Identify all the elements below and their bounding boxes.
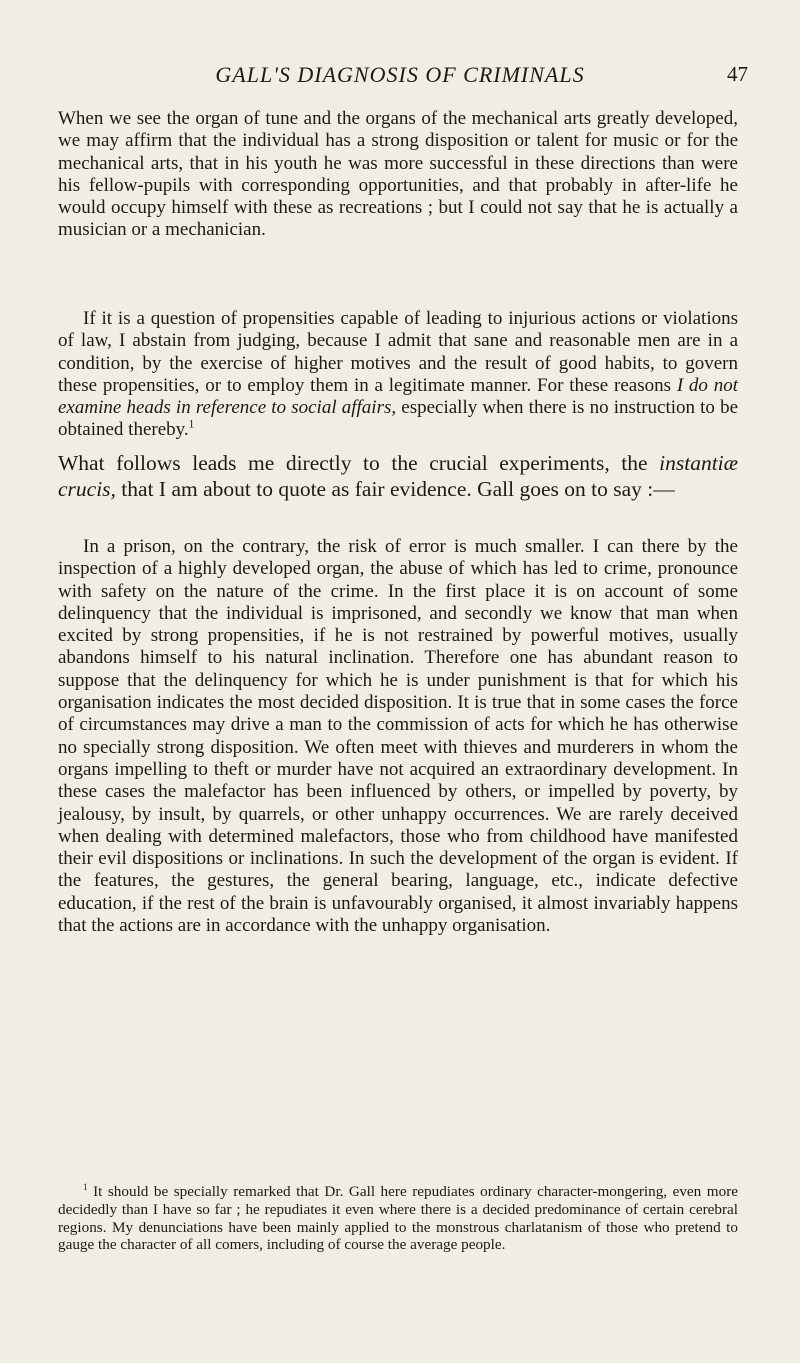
running-head: GALL'S DIAGNOSIS OF CRIMINALS: [215, 62, 585, 87]
paragraph-3-italic: instantiæ crucis,: [58, 451, 738, 502]
quoted-passage: [58, 536, 738, 937]
paragraph-2-after: especially when there is no instruction to be obtained thereby.: [58, 397, 739, 441]
paragraph-1-text: When we see the organ of tune and the organs of the mechanical arts greatly developed, we may affirm that the individual has a strong disposition or talent for music or for the mechanical arts, that in his youth he was more successful in these directions than were his fellow-pupils with corresponding opportunities, and that probably in after-life he would occupy himself with these as recreations ; but I could not say that he is actually a musician or a mechanician.: [58, 108, 738, 241]
page-number: 47: [727, 62, 748, 86]
paragraph-2-italic: I do not examine heads in reference to social affairs,: [58, 374, 739, 419]
footnote-mark: 1: [83, 1181, 88, 1192]
footnote: [58, 1183, 738, 1254]
footnote-reference: 1: [188, 419, 195, 432]
paragraph-2-before: If it is a question of propensities capable of leading to injurious actions or violations of law, I abstain from judging, because I admit that sane and reasonable men are in a condition, by the exercise of higher motives and the result of good habits, to govern these propensities, or to employ them in a legitimate manner. For these reasons: [58, 308, 738, 396]
paragraph-3-after: that I am about to quote as fair evidence. Gall goes on to say :—: [115, 477, 675, 502]
paragraph-1: [58, 108, 738, 242]
quoted-passage-text: In a prison, on the contrary, the risk of error is much smaller. I can there by the inspection of a highly developed organ, the abuse of which has led to crime, pronounce with safety on the nature of the crime. In the first place it is on account of some delinquency that the individual is imprisoned, and secondly we know that man when excited by strong propensities, if he is not restrained by powerful motives, usually abandons himself to his natural inclination. Therefore one has abundant reason to suppose that the delinquency for which he is under punishment is that for which his organisation indicates the most decided disposition. It is true that in some cases the force of circumstances may drive a man to the commission of acts for which he has otherwise no specially strong disposition. We often meet with thieves and murderers in whom the organs impelling to theft or murder have not acquired an extraordinary development. In these cases the malefactor has been influenced by others, or impelled by poverty, by jealousy, by insult, by quarrels, or other unhappy occurrences. We are rarely deceived when dealing with determined malefactors, those who from childhood have manifested their evil dispositions or inclinations. In such the development of the organ is evident. If the features, the gestures, the general bearing, language, etc., indicate defective education, if the rest of the brain is unfavourably organised, it almost invariably happens that the actions are in accordance with the unhappy organisation.: [58, 536, 738, 937]
paragraph-3-before: What follows leads me directly to the crucial experiments, the: [58, 451, 660, 475]
paragraph-2: [58, 308, 738, 442]
footnote-text: It should be specially remarked that Dr. Gall here repudiates ordinary character-mongering, even more decidedly than I have so far ; he repudiates it even where there is a decided predominance of certain cerebral regions. My denunciations have been mainly applied to the monstrous charlatanism of those who pretend to gauge the character of all comers, including of course the average people.: [58, 1183, 738, 1254]
paragraph-3: [58, 450, 738, 502]
